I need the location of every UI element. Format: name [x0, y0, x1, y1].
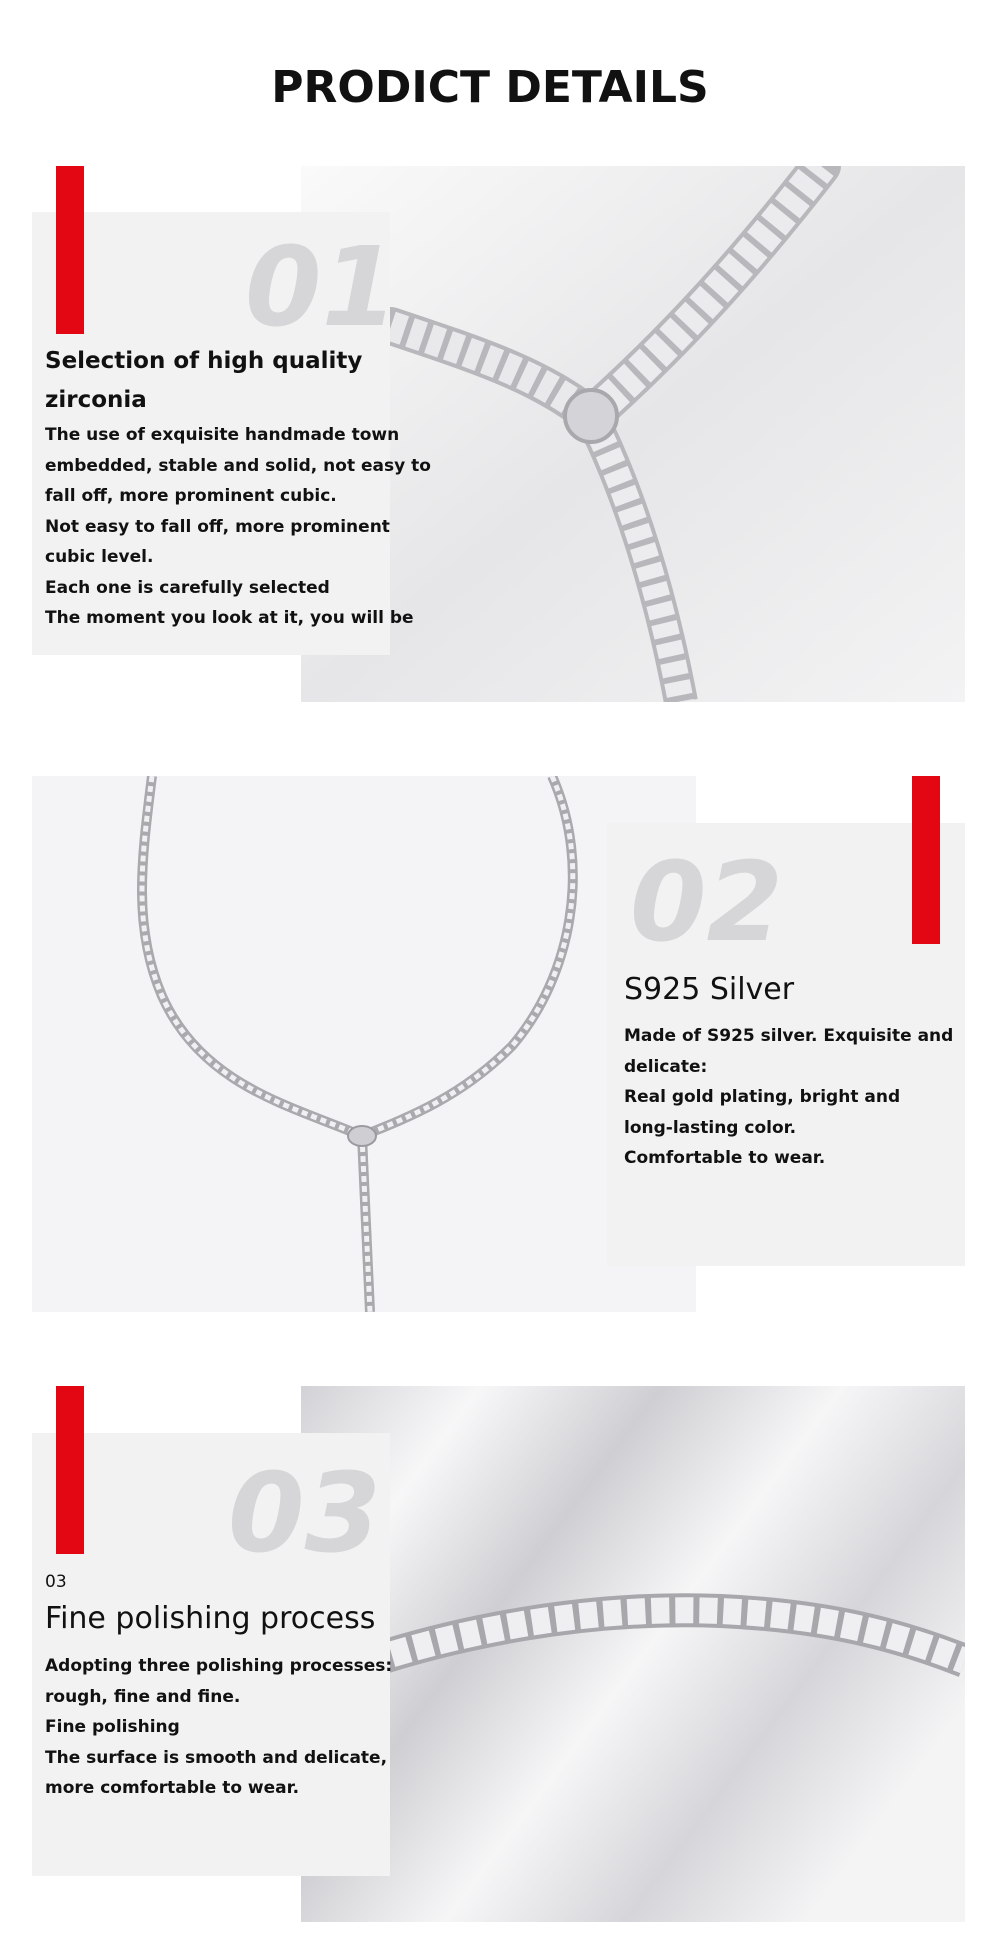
body-line: Real gold plating, bright and: [624, 1087, 901, 1107]
section-number: 01: [245, 223, 399, 351]
body-line: rough, fine and fine.: [45, 1686, 241, 1707]
body-line: embedded, stable and solid, not easy to: [45, 455, 431, 476]
section-heading: [45, 1598, 375, 1640]
heading-line: S925 Silver: [624, 972, 795, 1007]
section-number: 03: [228, 1449, 382, 1577]
body-line: Comfortable to wear.: [624, 1148, 826, 1168]
body-line: Each one is carefully selected: [45, 577, 330, 598]
section-number: 02: [630, 838, 784, 966]
accent-bar: [56, 166, 84, 334]
heading-line: Selection of high quality: [45, 348, 363, 374]
body-line: Made of S925 silver. Exquisite and: [624, 1026, 954, 1046]
heading-line: Fine polishing process: [45, 1601, 376, 1636]
section-heading: [624, 970, 794, 1010]
full-necklace-photo: [32, 776, 696, 1312]
section-heading: [45, 342, 362, 420]
body-line: more comfortable to wear.: [45, 1778, 300, 1798]
body-line: cubic level.: [45, 547, 154, 567]
necklace-on-fabric-photo: [301, 1386, 965, 1922]
page-title: PRODICT DETAILS: [271, 62, 709, 113]
section-body: [45, 1651, 392, 1804]
section-small-label: 03: [45, 1572, 67, 1592]
section-body: [624, 1021, 953, 1174]
body-line: fall off, more prominent cubic.: [45, 486, 337, 506]
section-body: [45, 420, 431, 634]
body-line: Not easy to fall off, more prominent: [45, 516, 390, 537]
body-line: long-lasting color.: [624, 1117, 797, 1138]
body-line: delicate:: [624, 1056, 708, 1077]
body-line: Fine polishing: [45, 1717, 180, 1737]
accent-bar: [56, 1386, 84, 1554]
body-line: The moment you look at it, you will be: [45, 608, 414, 628]
accent-bar: [912, 776, 940, 944]
body-line: The surface is smooth and delicate,: [45, 1747, 388, 1768]
body-line: Adopting three polishing processes:: [45, 1656, 393, 1676]
body-line: The use of exquisite handmade town: [45, 425, 400, 445]
heading-line: zirconia: [45, 387, 147, 413]
